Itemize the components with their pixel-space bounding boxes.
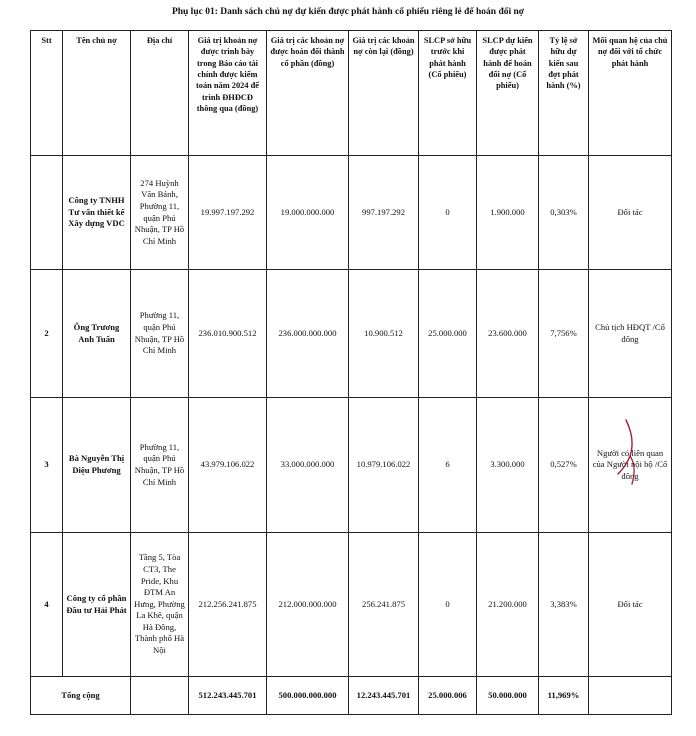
cell-address: Tầng 5, Tòa CT3, The Pride, Khu ĐTM An Hưng, Phường La Khê, quận Hà Đông, Thành phố Hà Nội <box>131 533 189 677</box>
total-debt-remaining: 12.243.445.701 <box>349 677 419 715</box>
total-cell-empty <box>589 677 672 715</box>
col-header-shares-before: SLCP sở hữu trước khi phát hành (Cổ phiếu) <box>419 31 477 156</box>
creditor-table <box>30 30 672 715</box>
cell-shares-before: 0 <box>419 156 477 270</box>
col-header-name: Tên chủ nợ <box>63 31 131 156</box>
col-header-shares-issued: SLCP dự kiến được phát hành để hoán đổi nợ (Cổ phiếu) <box>477 31 539 156</box>
cell-ownership-after: 3,383% <box>539 533 589 677</box>
total-ownership-after: 11,969% <box>539 677 589 715</box>
header-row <box>31 31 672 156</box>
cell-name: Công ty cổ phần Đầu tư Hải Phát <box>63 533 131 677</box>
total-shares-before: 25.000.006 <box>419 677 477 715</box>
col-header-stt: Stt <box>31 31 63 156</box>
col-header-debt-converted: Giá trị các khoản nợ được hoán đổi thành cổ phần (đồng) <box>267 31 349 156</box>
cell-ownership-after: 0,527% <box>539 398 589 533</box>
cell-stt <box>31 156 63 270</box>
cell-address: Phường 11, quận Phú Nhuận, TP Hồ Chí Minh <box>131 398 189 533</box>
total-row <box>31 677 672 715</box>
cell-debt-converted: 33.000.000.000 <box>267 398 349 533</box>
cell-debt-reported: 43.979.106.022 <box>189 398 267 533</box>
cell-name: Công ty TNHH Tư vấn thiết kế Xây dựng VDC <box>63 156 131 270</box>
table-row <box>31 270 672 398</box>
document-title: Phụ lục 01: Danh sách chủ nợ dự kiến được phát hành cổ phiếu riêng lẻ để hoán đổi nợ <box>171 7 525 17</box>
cell-debt-reported: 236.010.900.512 <box>189 270 267 398</box>
col-header-ownership-after: Tỷ lệ sở hữu dự kiến sau đợt phát hành (%) <box>539 31 589 156</box>
cell-stt: 2 <box>31 270 63 398</box>
cell-address: 274 Huỳnh Văn Bánh, Phường 11, quận Phú Nhuận, TP Hồ Chí Minh <box>131 156 189 270</box>
total-cell-empty <box>131 677 189 715</box>
cell-shares-issued: 3.300.000 <box>477 398 539 533</box>
cell-debt-remaining: 997.197.292 <box>349 156 419 270</box>
col-header-address: Địa chỉ <box>131 31 189 156</box>
col-header-debt-reported: Giá trị khoản nợ được trình bày trong Báo cáo tài chính được kiểm toán năm 2024 để trình ĐHĐCĐ thông qua (đồng) <box>189 31 267 156</box>
cell-shares-before: 0 <box>419 533 477 677</box>
cell-relationship: Đối tác <box>589 533 672 677</box>
col-header-debt-remaining: Giá trị các khoản nợ còn lại (đồng) <box>349 31 419 156</box>
total-label: Tổng cộng <box>31 677 131 715</box>
cell-debt-remaining: 10.979.106.022 <box>349 398 419 533</box>
cell-relationship: Người có liên quan của Người nội bộ /Cổ đông <box>589 398 672 533</box>
cell-ownership-after: 7,756% <box>539 270 589 398</box>
cell-relationship: Đối tác <box>589 156 672 270</box>
cell-name: Ông Trương Anh Tuấn <box>63 270 131 398</box>
total-debt-reported: 512.243.445.701 <box>189 677 267 715</box>
cell-stt: 3 <box>31 398 63 533</box>
cell-debt-reported: 212.256.241.875 <box>189 533 267 677</box>
cell-debt-remaining: 256.241.875 <box>349 533 419 677</box>
cell-debt-remaining: 10.900.512 <box>349 270 419 398</box>
cell-shares-before: 25.000.000 <box>419 270 477 398</box>
cell-relationship: Chủ tịch HĐQT /Cổ đông <box>589 270 672 398</box>
cell-address: Phường 11, quận Phú Nhuận, TP Hồ Chí Minh <box>131 270 189 398</box>
cell-ownership-after: 0,303% <box>539 156 589 270</box>
cell-shares-issued: 21.200.000 <box>477 533 539 677</box>
cell-shares-issued: 1.900.000 <box>477 156 539 270</box>
cell-debt-converted: 19.000.000.000 <box>267 156 349 270</box>
table-row <box>31 156 672 270</box>
table-row <box>31 398 672 533</box>
cell-stt: 4 <box>31 533 63 677</box>
cell-debt-reported: 19.997.197.292 <box>189 156 267 270</box>
cell-debt-converted: 236.000.000.000 <box>267 270 349 398</box>
cell-shares-issued: 23.600.000 <box>477 270 539 398</box>
total-shares-issued: 50.000.000 <box>477 677 539 715</box>
col-header-relationship: Mối quan hệ của chủ nợ đối với tổ chức phát hành <box>589 31 672 156</box>
cell-shares-before: 6 <box>419 398 477 533</box>
cell-debt-converted: 212.000.000.000 <box>267 533 349 677</box>
table-row <box>31 533 672 677</box>
total-debt-converted: 500.000.000.000 <box>267 677 349 715</box>
cell-name: Bà Nguyễn Thị Diệu Phương <box>63 398 131 533</box>
